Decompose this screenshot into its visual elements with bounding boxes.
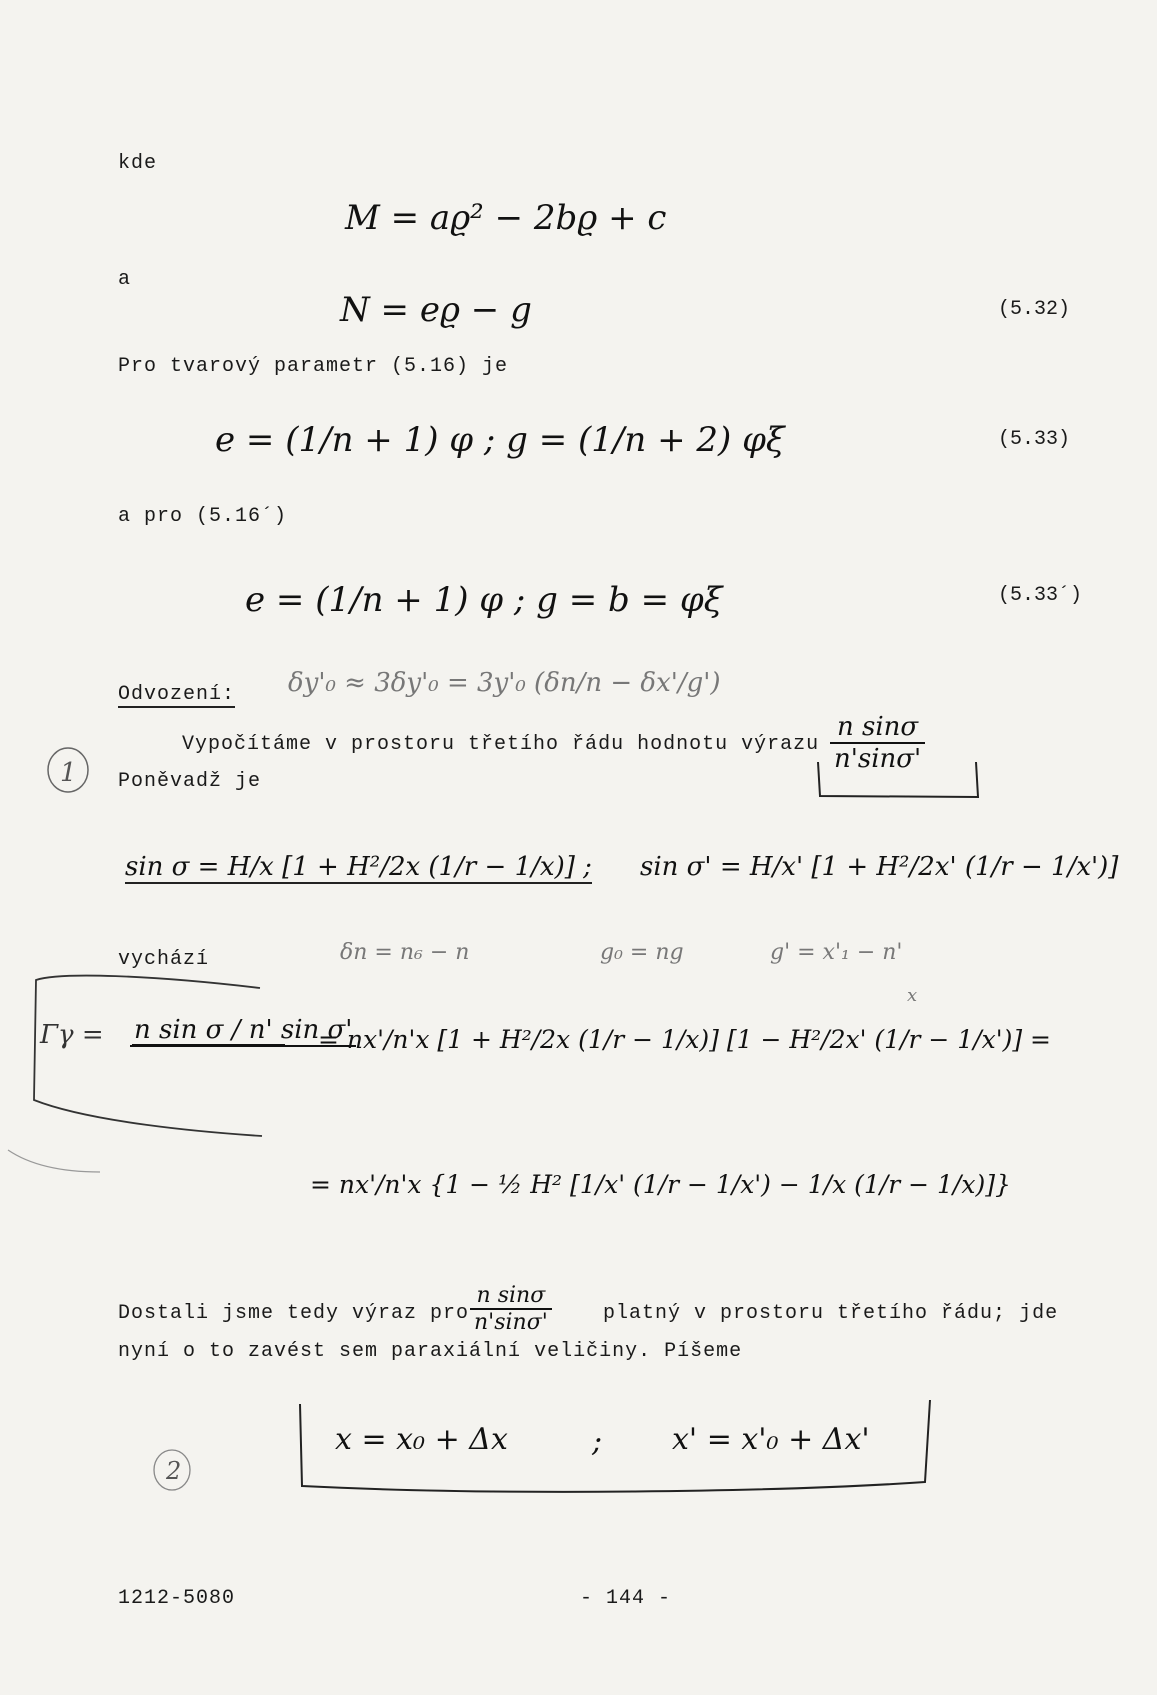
circled-number-1: 1	[60, 758, 77, 788]
gamma-box	[34, 976, 262, 1136]
ratio-box	[818, 762, 978, 797]
pencil-note-gp: g' = x'₁ − n'	[770, 940, 903, 965]
circle-2-outline	[154, 1450, 190, 1490]
text-ponevadz: Poněvadž je	[118, 770, 262, 793]
text-vypocitame: Vypočítáme v prostoru třetího řádu hodnotu výrazu	[182, 733, 820, 756]
circled-number-2: 2	[166, 1457, 182, 1485]
pencil-x-mark: x	[907, 985, 918, 1006]
big-equation-rhs2: = nx'/n'x {1 − ½ H² [1/x' (1/r − 1/x') − 1/x (1/r − 1/x)]}	[310, 1170, 1011, 1199]
inline-ratio-denominator: n'sinσ'	[474, 1310, 548, 1335]
text-nyni: nyní o to zavést sem paraxiální veličiny. Píšeme	[118, 1340, 743, 1363]
equation-sin-sigma: sin σ = H/x [1 + H²/2x (1/r − 1/x)] ;	[125, 852, 592, 882]
ratio-numerator: n sinσ	[830, 712, 925, 744]
circle-1-outline	[48, 748, 88, 792]
equation-533p: e = (1/n + 1) φ ; g = b = φξ	[245, 580, 723, 620]
equation-N: N = eϱ − g	[340, 290, 532, 330]
equation-sin-sigma-prime: sin σ' = H/x' [1 + H²/2x' (1/r − 1/x')]	[640, 852, 1119, 882]
equation-number-533: (5.33)	[998, 428, 1071, 451]
gamma-label: Γγ =	[40, 1020, 104, 1050]
text-dostali-b: platný v prostoru třetího řádu; jde	[603, 1302, 1059, 1325]
text-pro-param: Pro tvarový parametr (5.16) je	[118, 355, 509, 378]
text-kde: kde	[118, 152, 158, 175]
x-def-box	[300, 1400, 930, 1492]
equation-separator: ;	[592, 1424, 603, 1459]
equation-M: M = aϱ² − 2bϱ + c	[345, 198, 667, 238]
text-vychazi: vychází	[118, 948, 210, 971]
pencil-note-odvozeni: δy'₀ ≈ 3δy'₀ = 3y'₀ (δn/n − δx'/g')	[288, 668, 721, 698]
ratio-denominator: n'sinσ'	[834, 744, 922, 774]
page-number: - 144 -	[580, 1587, 672, 1610]
equation-533: e = (1/n + 1) φ ; g = (1/n + 2) φξ	[215, 420, 785, 460]
pencil-note-delta-n: δn = n₆ − n	[340, 940, 470, 965]
equation-x-prime-def: x' = x'₀ + Δx'	[672, 1422, 870, 1457]
pencil-sweep	[8, 1150, 100, 1172]
inline-ratio-numerator: n sinσ	[470, 1283, 552, 1310]
text-dostali-a: Dostali jsme tedy výraz pro	[118, 1302, 470, 1325]
equation-x-def: x = x₀ + Δx	[335, 1422, 508, 1457]
equation-number-532: (5.32)	[998, 298, 1071, 321]
equation-number-533p: (5.33´)	[998, 584, 1083, 607]
big-equation-rhs1: = nx'/n'x [1 + H²/2x (1/r − 1/x)] [1 − H²/2x' (1/r − 1/x')] =	[318, 1025, 1052, 1054]
text-a: a	[118, 268, 132, 291]
footer-code: 1212-5080	[118, 1587, 236, 1610]
text-a-pro: a pro (5.16´)	[118, 505, 288, 528]
big-lhs-fraction: n sin σ / n' sin σ'	[130, 1015, 356, 1047]
pencil-note-g0: g₀ = ng	[600, 940, 684, 965]
text-odvozeni: Odvození:	[118, 683, 236, 706]
